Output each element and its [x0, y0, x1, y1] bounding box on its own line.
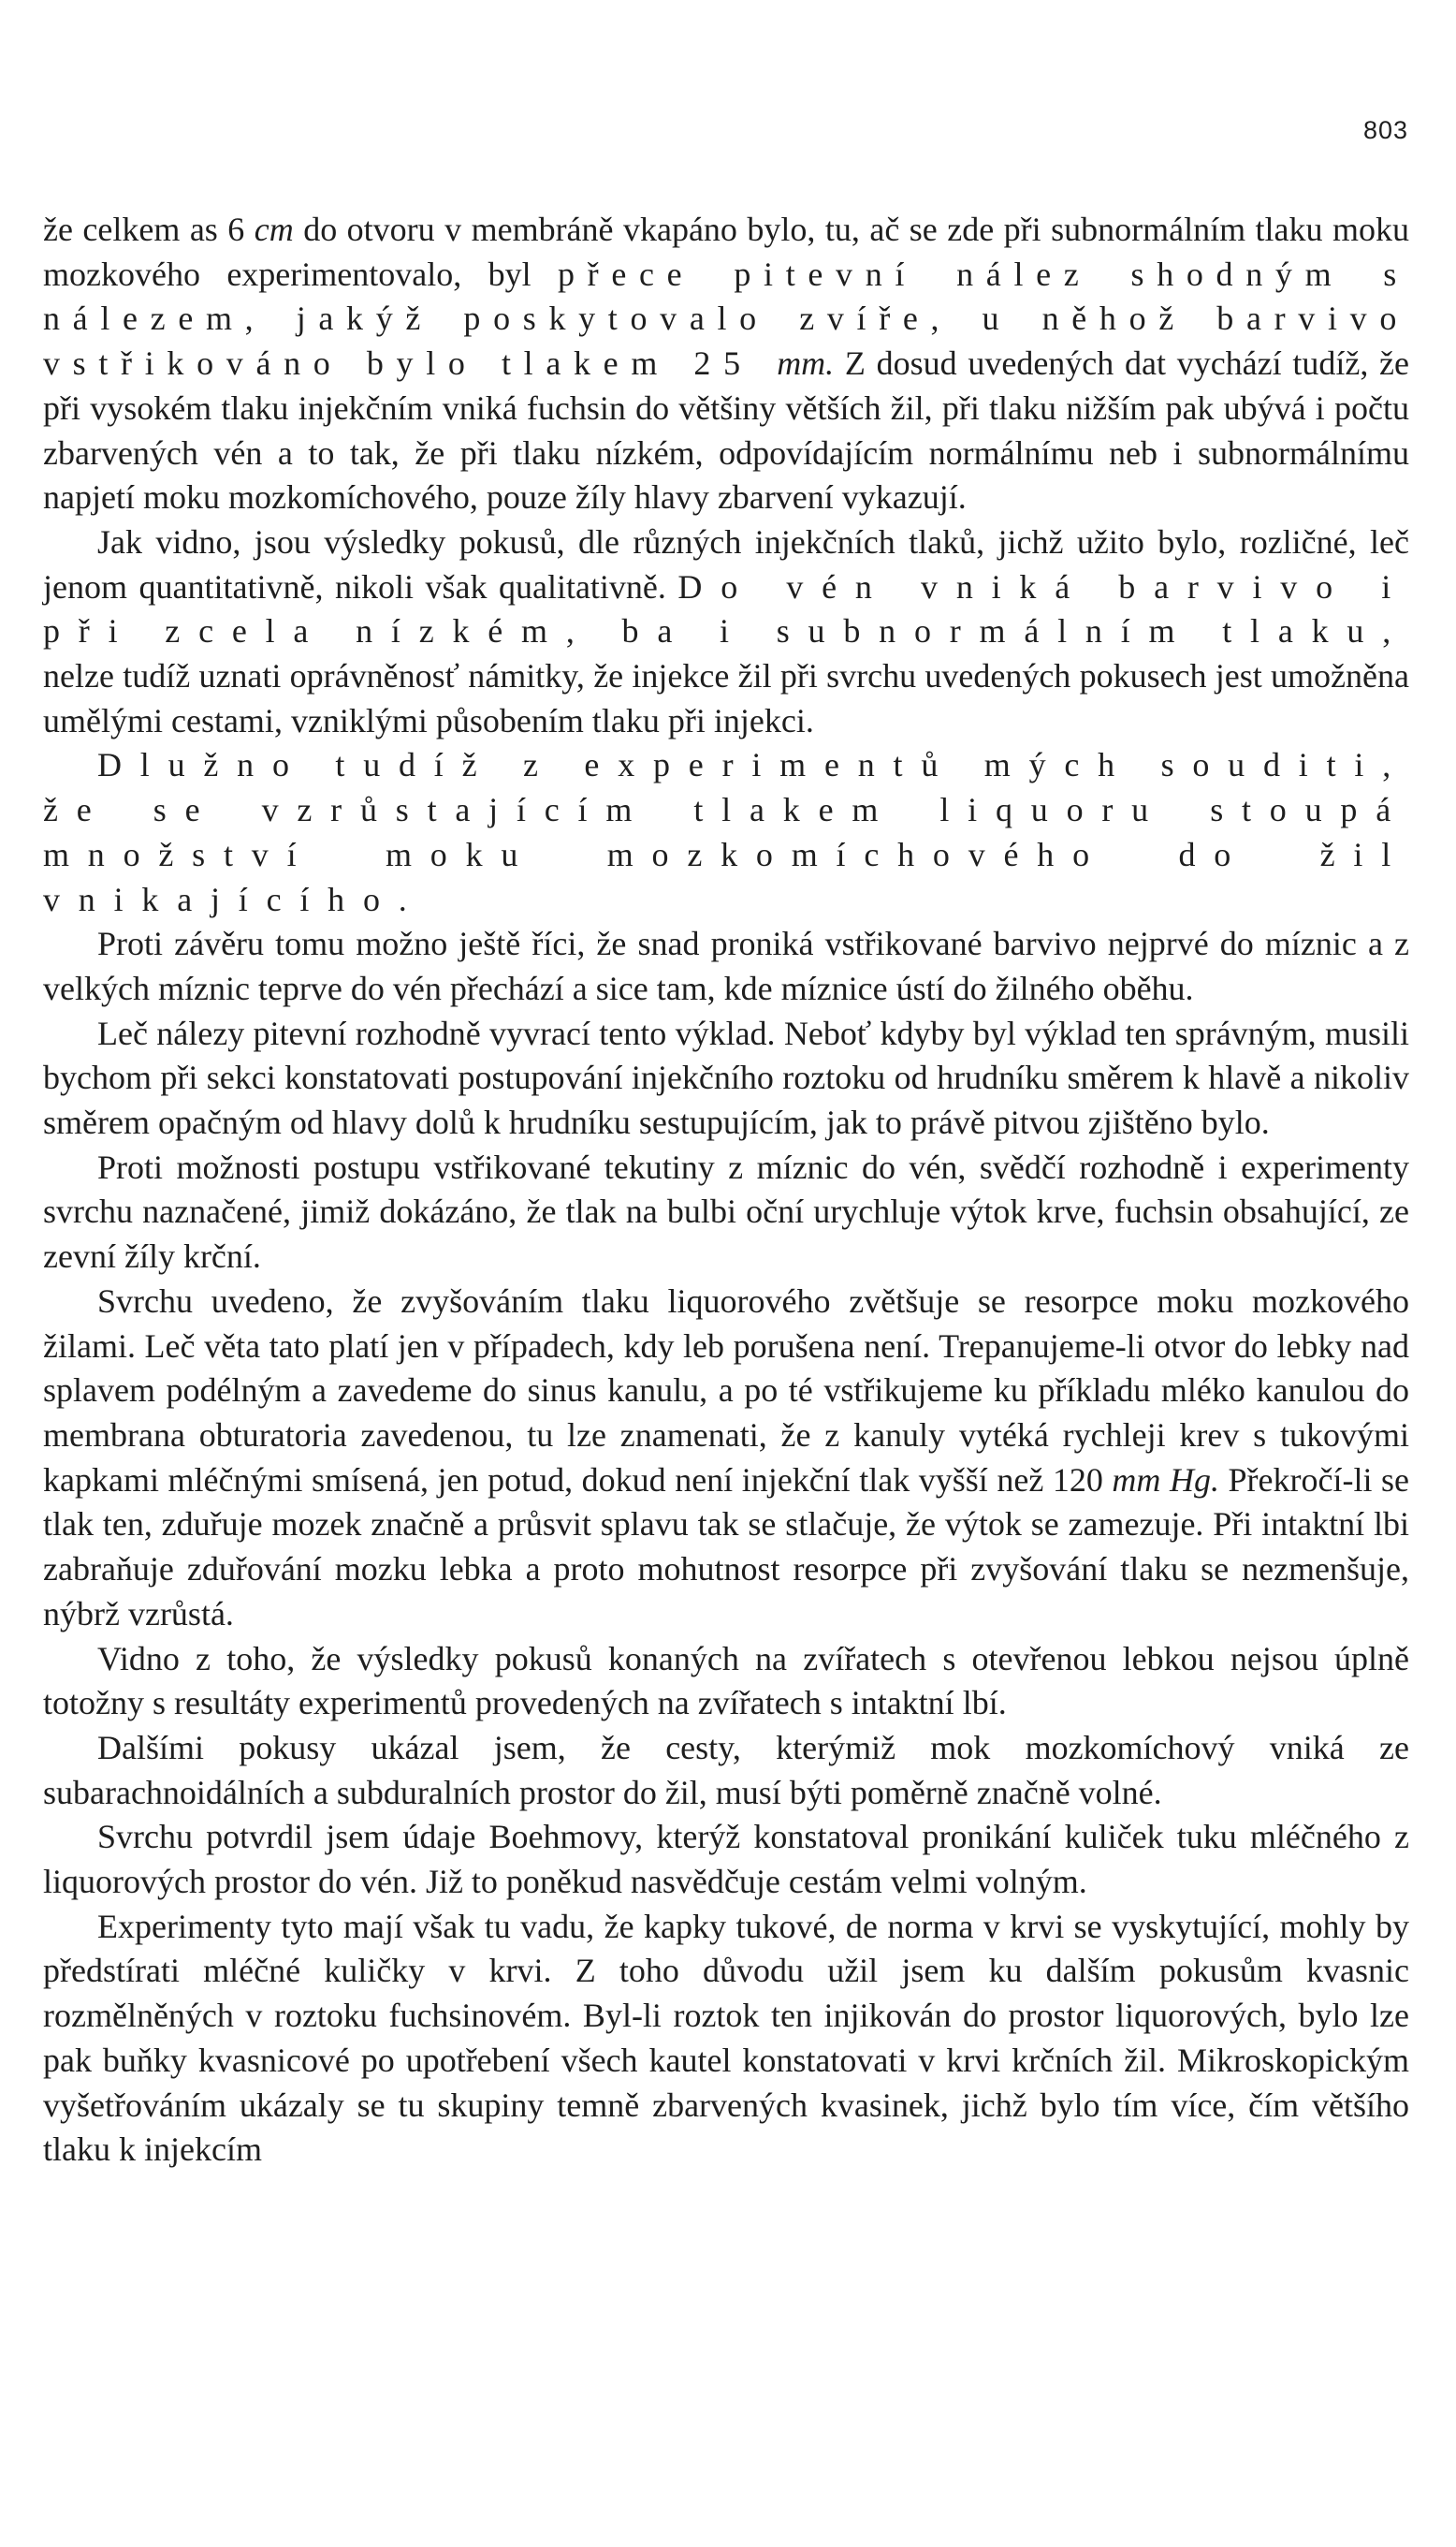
text-run: Svrchu uvedeno, že zvyšováním tlaku liquorového zvětšuje se resorpce moku mozkového žilami. Leč věta tato platí jen v případech, kdy leb porušena není. Trepanujeme-li otvor do lebky nad splavem podélným a zavedeme do sinus kanulu, a po té vstřikujeme ku příkladu mléko kanulou do membrana obturatoria zavedenou, tu lze znamenati, že z kanuly vytéká rychleji krev s tukovými kapkami mléčnými smísená, jen potud, dokud není injekční tlak vyšší než 120 [43, 1281, 1409, 1499]
body-text [43, 208, 1409, 2173]
paragraph [43, 1815, 1409, 1904]
paragraph [43, 1905, 1409, 2173]
text-run: Dalšími pokusy ukázal jsem, že cesty, kterýmiž mok mozkomíchový vniká ze subarachnoidálních a subduralních prostor do žil, musí býti poměrně značně volné. [43, 1728, 1409, 1811]
emphasis-spaced: přece pitevní nález shodným s nálezem, jakýž poskytovalo zvíře, u něhož barvivo vstřikováno bylo tlakem 25 [43, 255, 1410, 383]
text-run: Vidno z toho, že výsledky pokusů konaných na zvířatech s otevřenou lebkou nejsou úplně totožny s resultáty experimentů provedených na zvířatech s intaktní lbí. [43, 1639, 1409, 1722]
text-run: nelze tudíž uznati oprávněnosť námitky, že injekce žil při svrchu uvedených pokusech jest umožněna umělými cestami, vzniklými působením tlaku při injekci. [43, 657, 1409, 739]
text-run: Překročí-li se tlak ten, zduřuje mozek značně a průsvit splavu tak se stlačuje, že výtok se zamezuje. Při intaktní lbi zabraňuje zduřování mozku lebka a proto mohutnost resorpce při zvyšování tlaku se nezmenšuje, nýbrž vzrůstá. [43, 1460, 1409, 1632]
emphasis-spaced: Do vén vniká barvivo i při zcela nízkém, ba i subnormálním tlaku, [43, 567, 1409, 651]
paragraph [43, 520, 1409, 744]
paragraph [43, 922, 1409, 1011]
paragraph [43, 1726, 1409, 1815]
paragraph [43, 743, 1409, 922]
paragraph [43, 1012, 1409, 1146]
text-run: Leč nálezy pitevní rozhodně vyvrací tento výklad. Neboť kdyby byl výklad ten správným, musili bychom při sekci konstatovati postupování injekčního roztoku od hrudníku směrem k hlavě a nikoliv směrem opačným od hlavy dolů k hrudníku sestupujícím, jak to právě pitvou zjištěno bylo. [43, 1014, 1409, 1142]
emphasis-spaced: Dlužno tudíž z experimentů mých souditi, že se vzrůstajícím tlakem liquoru stoupá množství moku mozkomíchového do žil vnikajícího. [43, 746, 1409, 918]
page-number: 803 [1362, 116, 1408, 144]
text-run: Proti možnosti postupu vstřikované tekutiny z míznic do vén, svědčí rozhodně i experimenty svrchu naznačené, jimiž dokázáno, že tlak na bulbi oční urychluje výtok krve, fuchsin obsahující, ze zevní žíly krční. [43, 1148, 1409, 1276]
unit-mmhg: mm Hg. [1112, 1460, 1219, 1499]
text-run: Jak vidno, jsou výsledky pokusů, dle různých injekčních tlaků, jichž užito bylo, rozličné, leč jenom quantitativně, nikoli však qualitativně. [43, 522, 1409, 606]
text-run: Experimenty tyto mají však tu vadu, že kapky tukové, de norma v krvi se vyskytující, mohly by předstírati mléčné kuličky v krvi. Z toho důvodu užil jsem ku dalším pokusům kvasnic rozmělněných v roztoku fuchsinovém. Byl-li roztok ten injikován do prostor liquorových, bylo lze pak buňky kvasnicové po upotřebení všech kautel konstatovati v krvi krčních žil. Mikroskopickým vyšetřováním ukázaly se tu skupiny temně zbarvených kvasinek, jichž bylo tím více, čím většího tlaku k injekcím [43, 1907, 1409, 2169]
text-run: Svrchu potvrdil jsem údaje Boehmovy, kterýž konstatoval pronikání kuliček tuku mléčného z liquorových prostor do vén. Již to poněkud nasvědčuje cestám velmi volným. [43, 1818, 1409, 1901]
paragraph [43, 1146, 1409, 1280]
paragraph [43, 1637, 1409, 1726]
paragraph [43, 1280, 1409, 1637]
paragraph [43, 208, 1409, 520]
unit-cm: cm [254, 211, 294, 248]
text-run: do otvoru v membráně vkapáno bylo, tu, ač se zde při subnormálním tlaku moku mozkového experimentovalo, byl [43, 211, 1409, 293]
text-run: že celkem as 6 [43, 211, 255, 248]
text-run: Z dosud uvedených dat vychází tudíž, že při vysokém tlaku injekčním vniká fuchsin do většiny větších žil, při tlaku nižším pak ubývá i počtu zbarvených vén a to tak, že při tlaku nízkém, odpovídajícím normálnímu neb i subnormálnímu napjetí moku mozkomíchového, pouze žíly hlavy zbarvení vykazují. [43, 344, 1410, 517]
text-run: Proti závěru tomu možno ještě říci, že snad proniká vstřikované barvivo nejprvé do míznic a z velkých míznic teprve do vén přechází a sice tam, kde míznice ústí do žilného oběhu. [43, 925, 1409, 1007]
unit-mm: mm. [777, 344, 835, 383]
